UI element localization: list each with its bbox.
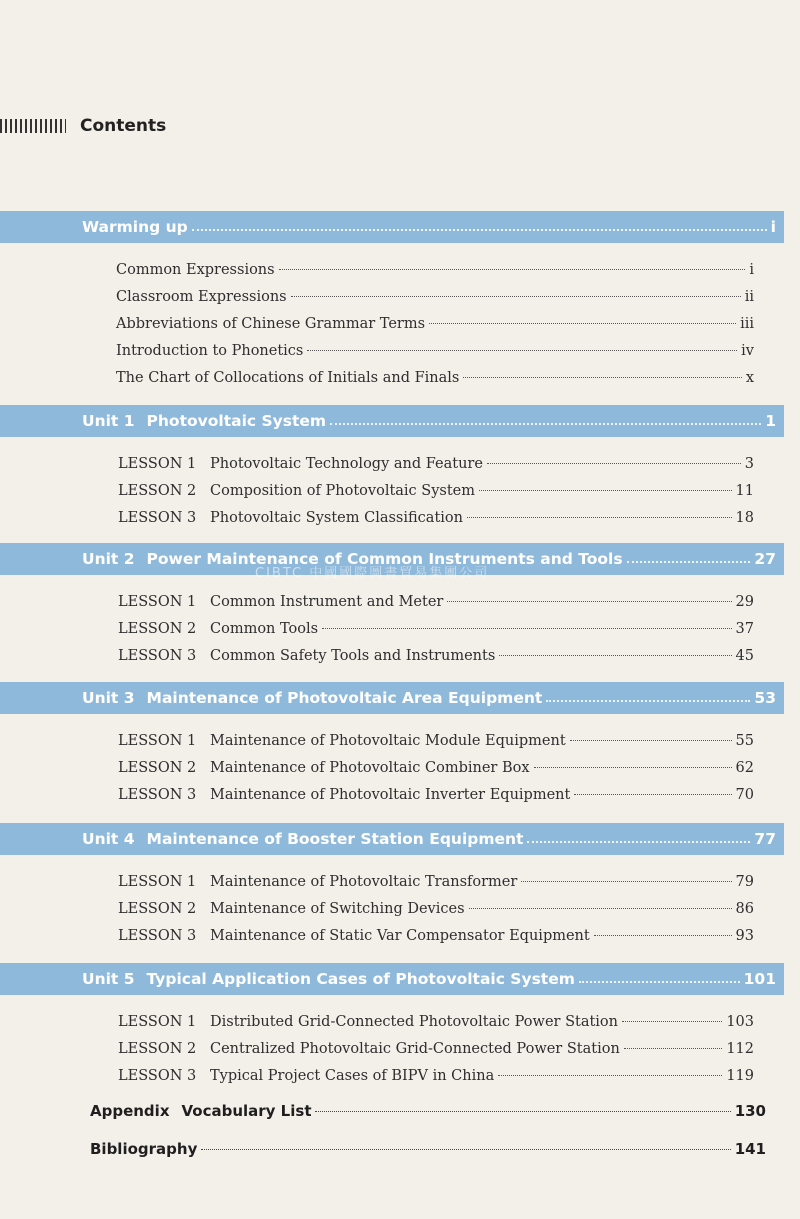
entry-title: Common Expressions bbox=[116, 262, 275, 278]
entry-title: Maintenance of Photovoltaic Module Equipment bbox=[210, 733, 566, 749]
entry-page-number: ii bbox=[744, 289, 754, 305]
watermark: CIBTC 中國國際圖書貿易集團公司 bbox=[255, 566, 490, 581]
lesson-number: LESSON 3 bbox=[118, 787, 197, 803]
toc-entry[interactable] bbox=[0, 478, 784, 505]
section-page-number: i bbox=[770, 218, 776, 236]
heading-bars-decoration bbox=[0, 119, 66, 133]
appendix-label bbox=[90, 1102, 311, 1120]
appendix-page-number: 130 bbox=[734, 1102, 766, 1120]
bibliography-label: Bibliography bbox=[90, 1140, 198, 1158]
toc-entry[interactable] bbox=[0, 896, 784, 923]
leader-dots bbox=[330, 423, 761, 425]
leader-dots bbox=[622, 1021, 722, 1022]
entry-title: Typical Project Cases of BIPV in China bbox=[210, 1068, 495, 1084]
entry-title: Maintenance of Switching Devices bbox=[210, 901, 465, 917]
appendix-tag: Appendix bbox=[90, 1102, 170, 1120]
leader-dots bbox=[579, 981, 740, 983]
toc-section-warming-up bbox=[0, 211, 784, 392]
lesson-number: LESSON 1 bbox=[118, 874, 197, 890]
leader-dots bbox=[624, 1048, 723, 1049]
section-band[interactable] bbox=[0, 405, 784, 437]
lesson-number: LESSON 1 bbox=[118, 594, 197, 610]
leader-dots bbox=[467, 517, 732, 518]
leader-dots bbox=[546, 700, 750, 702]
toc-entry[interactable] bbox=[0, 616, 784, 643]
entry-page-number: 37 bbox=[735, 621, 754, 637]
entry-title: Introduction to Phonetics bbox=[116, 343, 304, 359]
section-page-number: 77 bbox=[754, 830, 776, 848]
entry-title: Distributed Grid-Connected Photovoltaic Power Station bbox=[210, 1014, 619, 1030]
entry-title: Composition of Photovoltaic System bbox=[210, 483, 476, 499]
lesson-number: LESSON 1 bbox=[118, 456, 197, 472]
lesson-number: LESSON 3 bbox=[118, 928, 197, 944]
toc-entry[interactable] bbox=[0, 869, 784, 896]
toc-entry[interactable] bbox=[0, 311, 784, 338]
leader-dots bbox=[627, 561, 751, 563]
leader-dots bbox=[534, 767, 732, 768]
entry-page-number: 119 bbox=[726, 1068, 754, 1084]
entry-title: Common Safety Tools and Instruments bbox=[210, 648, 496, 664]
leader-dots bbox=[447, 601, 731, 602]
lesson-number: LESSON 3 bbox=[118, 510, 197, 526]
toc-entry[interactable] bbox=[0, 451, 784, 478]
leader-dots bbox=[201, 1149, 730, 1150]
lesson-number: LESSON 2 bbox=[118, 621, 197, 637]
toc-entry[interactable] bbox=[0, 1063, 784, 1090]
section-page-number: 27 bbox=[754, 550, 776, 568]
entry-title: Maintenance of Static Var Compensator Equipment bbox=[210, 928, 590, 944]
bibliography-page-number: 141 bbox=[734, 1140, 766, 1158]
contents-heading bbox=[0, 116, 166, 136]
toc-entry[interactable] bbox=[0, 338, 784, 365]
toc-entry[interactable] bbox=[0, 755, 784, 782]
entry-page-number: 11 bbox=[735, 483, 754, 499]
section-title: Typical Application Cases of Photovoltaic System bbox=[146, 970, 575, 988]
toc-entry[interactable] bbox=[0, 257, 784, 284]
entry-page-number: 29 bbox=[735, 594, 754, 610]
entry-page-number: 45 bbox=[735, 648, 754, 664]
toc-section-unit-3 bbox=[0, 682, 784, 809]
toc-bibliography[interactable] bbox=[90, 1140, 766, 1158]
leader-dots bbox=[279, 269, 746, 270]
entry-page-number: 93 bbox=[735, 928, 754, 944]
leader-dots bbox=[527, 841, 750, 843]
leader-dots bbox=[479, 490, 732, 491]
lesson-number: LESSON 3 bbox=[118, 1068, 197, 1084]
leader-dots bbox=[498, 1075, 722, 1076]
entry-page-number: 79 bbox=[735, 874, 754, 890]
toc-entry[interactable] bbox=[0, 728, 784, 755]
entry-title: Maintenance of Photovoltaic Transformer bbox=[210, 874, 518, 890]
leader-dots bbox=[307, 350, 737, 351]
entry-page-number: 103 bbox=[726, 1014, 754, 1030]
toc-section-unit-5 bbox=[0, 963, 784, 1090]
section-band[interactable] bbox=[0, 211, 784, 243]
entry-title: Photovoltaic Technology and Feature bbox=[210, 456, 483, 472]
section-page-number: 53 bbox=[754, 689, 776, 707]
section-page-number: 1 bbox=[765, 412, 776, 430]
section-label bbox=[82, 970, 575, 988]
leader-dots bbox=[192, 229, 767, 231]
lesson-number: LESSON 2 bbox=[118, 760, 197, 776]
entry-page-number: x bbox=[745, 370, 754, 386]
toc-appendix[interactable] bbox=[90, 1102, 766, 1120]
toc-entry[interactable] bbox=[0, 589, 784, 616]
entry-page-number: 18 bbox=[735, 510, 754, 526]
unit-number: Unit 5 bbox=[82, 970, 135, 988]
unit-number: Unit 3 bbox=[82, 689, 135, 707]
leader-dots bbox=[594, 935, 732, 936]
entry-title: The Chart of Collocations of Initials and Finals bbox=[116, 370, 460, 386]
entry-page-number: iv bbox=[741, 343, 754, 359]
section-title: Maintenance of Photovoltaic Area Equipment bbox=[146, 689, 543, 707]
appendix-title: Vocabulary List bbox=[181, 1102, 312, 1120]
entry-page-number: 70 bbox=[735, 787, 754, 803]
toc-entry[interactable] bbox=[0, 782, 784, 809]
unit-number: Unit 2 bbox=[82, 550, 135, 568]
section-band[interactable] bbox=[0, 963, 784, 995]
entry-page-number: 62 bbox=[735, 760, 754, 776]
leader-dots bbox=[315, 1111, 730, 1112]
section-title: Warming up bbox=[82, 218, 188, 236]
lesson-number: LESSON 2 bbox=[118, 1041, 197, 1057]
section-page-number: 101 bbox=[743, 970, 776, 988]
leader-dots bbox=[291, 296, 741, 297]
toc-entry[interactable] bbox=[0, 284, 784, 311]
section-title: Power Maintenance of Common Instruments and Tools bbox=[146, 550, 623, 568]
leader-dots bbox=[463, 377, 741, 378]
section-title: Maintenance of Booster Station Equipment bbox=[146, 830, 524, 848]
toc-entry[interactable] bbox=[0, 1009, 784, 1036]
page-title: Contents bbox=[80, 116, 167, 136]
toc-entry[interactable] bbox=[0, 923, 784, 950]
unit-number: Unit 4 bbox=[82, 830, 135, 848]
section-label bbox=[82, 689, 542, 707]
entry-title: Centralized Photovoltaic Grid-Connected Power Station bbox=[210, 1041, 620, 1057]
leader-dots bbox=[487, 463, 741, 464]
leader-dots bbox=[429, 323, 736, 324]
section-label bbox=[82, 412, 326, 430]
leader-dots bbox=[574, 794, 731, 795]
entry-page-number: 3 bbox=[744, 456, 754, 472]
lesson-number: LESSON 1 bbox=[118, 733, 197, 749]
entry-title: Photovoltaic System Classification bbox=[210, 510, 463, 526]
entry-title: Abbreviations of Chinese Grammar Terms bbox=[116, 316, 426, 332]
toc-section-unit-1 bbox=[0, 405, 784, 532]
leader-dots bbox=[322, 628, 731, 629]
unit-number: Unit 1 bbox=[82, 412, 135, 430]
entry-page-number: 55 bbox=[735, 733, 754, 749]
toc-entry[interactable] bbox=[0, 643, 784, 670]
entry-page-number: i bbox=[749, 262, 754, 278]
section-band[interactable] bbox=[0, 682, 784, 714]
lesson-number: LESSON 2 bbox=[118, 901, 197, 917]
leader-dots bbox=[521, 881, 731, 882]
lesson-number: LESSON 1 bbox=[118, 1014, 197, 1030]
entry-page-number: iii bbox=[740, 316, 754, 332]
toc-section-unit-4 bbox=[0, 823, 784, 950]
lesson-number: LESSON 2 bbox=[118, 483, 197, 499]
toc-entry[interactable] bbox=[0, 1036, 784, 1063]
section-title: Photovoltaic System bbox=[146, 412, 327, 430]
leader-dots bbox=[469, 908, 732, 909]
section-label bbox=[82, 830, 523, 848]
entry-page-number: 112 bbox=[726, 1041, 754, 1057]
toc-entry[interactable] bbox=[0, 505, 784, 532]
section-band[interactable] bbox=[0, 823, 784, 855]
entry-page-number: 86 bbox=[735, 901, 754, 917]
leader-dots bbox=[499, 655, 731, 656]
lesson-number: LESSON 3 bbox=[118, 648, 197, 664]
entry-title: Maintenance of Photovoltaic Combiner Box bbox=[210, 760, 530, 776]
toc-entry[interactable] bbox=[0, 365, 784, 392]
entry-title: Common Tools bbox=[210, 621, 319, 637]
entry-title: Classroom Expressions bbox=[116, 289, 287, 305]
entry-title: Common Instrument and Meter bbox=[210, 594, 444, 610]
entry-title: Maintenance of Photovoltaic Inverter Equipment bbox=[210, 787, 571, 803]
leader-dots bbox=[570, 740, 732, 741]
